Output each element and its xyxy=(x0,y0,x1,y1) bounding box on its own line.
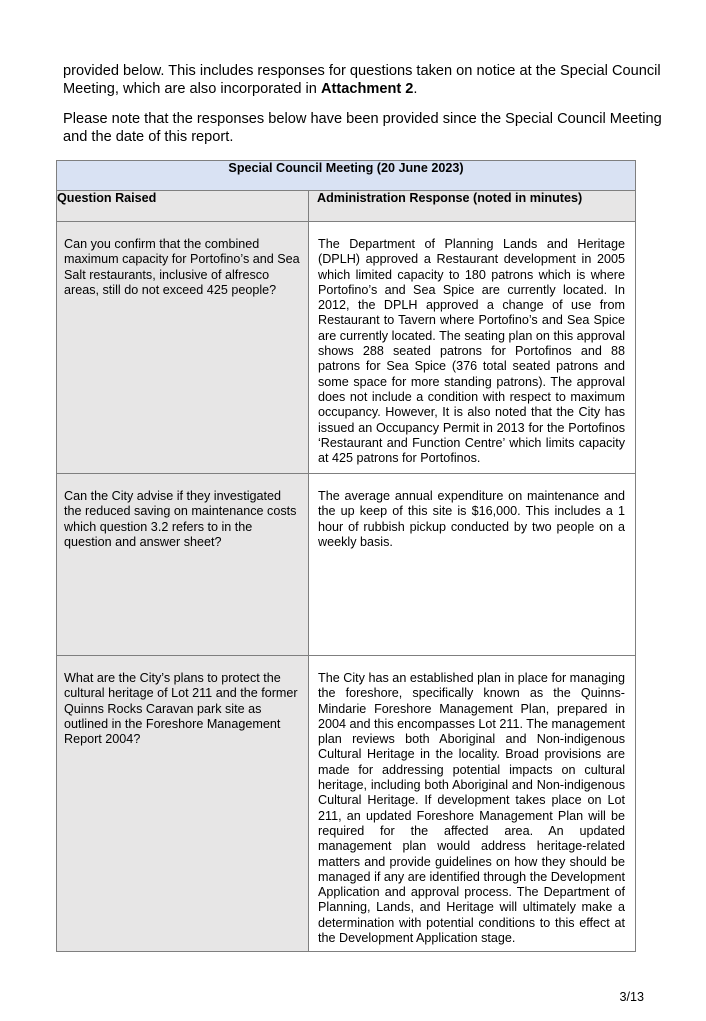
table-header-row xyxy=(57,191,636,222)
intro-paragraph-2: Please note that the responses below have been provided since the Special Council Meeting and the date of this report. xyxy=(63,111,662,145)
table-title: Special Council Meeting (20 June 2023) xyxy=(57,161,636,191)
response-cell: The City has an established plan in place for managing the foreshore, specifically known as the Quinns-Mindarie Foreshore Management Plan, prepared in 2004 and this encompasses Lot 211. The management plan reviews both Aboriginal and Non-indigenous Cultural Heritage in the locality. Broad provisions are made for addressing potential impacts on cultural heritage, including both Aboriginal and Non-indigenous Cultural Heritage. If development takes place on Lot 211, an updated Foreshore Management Plan will be required for the affected area. An updated management plan would address heritage-related matters and provide guidelines on how they should be managed if any are identified through the Development Application and approval process. The Department of Planning, Lands, and Heritage will ultimately make a determination with potential conditions to this effect at the Development Application stage. xyxy=(309,656,636,952)
table-row xyxy=(57,656,636,952)
response-cell: The average annual expenditure on maintenance and the up keep of this site is $16,000. This includes a 1 hour of rubbish pickup conducted by two people on a weekly basis. xyxy=(309,474,636,656)
page-number: 3/13 xyxy=(619,990,644,1004)
attachment-reference: Attachment 2 xyxy=(320,81,414,97)
table-row xyxy=(57,474,636,656)
questions-table xyxy=(56,160,636,952)
question-cell: Can you confirm that the combined maximum capacity for Portofino’s and Sea Salt restaurants, inclusive of alfresco areas, still do not exceed 425 people? xyxy=(57,222,309,474)
table-row xyxy=(57,222,636,474)
intro-text xyxy=(63,62,663,146)
question-cell: Can the City advise if they investigated the reduced saving on maintenance costs which question 3.2 refers to in the question and answer sheet? xyxy=(57,474,309,656)
question-cell: What are the City’s plans to protect the cultural heritage of Lot 211 and the former Quinns Rocks Caravan park site as outlined in the Foreshore Management Report 2004? xyxy=(57,656,309,952)
intro-paragraph-1: provided below. This includes responses for questions taken on notice at the Special Council Meeting, which are also incorporated in Attachment 2. xyxy=(63,63,661,97)
header-question-raised: Question Raised xyxy=(57,191,309,222)
response-cell: The Department of Planning Lands and Heritage (DPLH) approved a Restaurant development in 2005 which limited capacity to 180 patrons which is where Portofino’s and Sea Spice are currently located. In 2012, the DPLH approved a change of use from Restaurant to Tavern where Portofino’s and Sea Spice are currently located. The seating plan on this approval shows 288 seated patrons for Portofinos and 88 patrons for Sea Spice (376 total seated patrons and some space for more standing patrons). The approval does not include a condition with respect to maximum occupancy. However, It is also noted that the City has issued an Occupancy Permit in 2013 for the Portofinos ‘Restaurant and Function Centre’ which limits capacity at 425 patrons for Portofinos. xyxy=(309,222,636,474)
header-administration-response: Administration Response (noted in minutes) xyxy=(309,191,636,222)
table-title-row xyxy=(57,161,636,191)
